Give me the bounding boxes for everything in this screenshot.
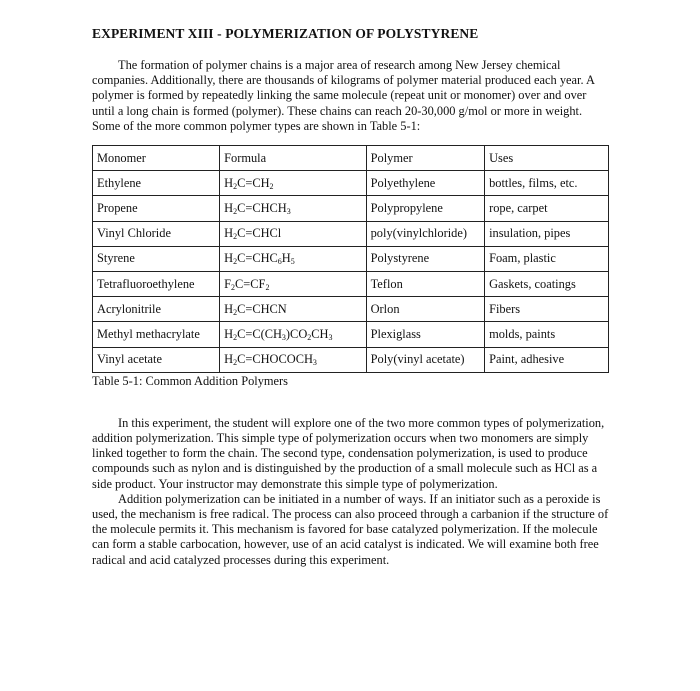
document-page — [92, 26, 612, 568]
cell-formula: $H_2C=CHCH_3$ — [220, 196, 367, 221]
cell-monomer: Methyl methacrylate — [93, 322, 220, 347]
cell-polymer: poly(vinylchloride) — [366, 221, 484, 246]
cell-formula: $F_2C=CF_2$ — [220, 271, 367, 296]
document-title: EXPERIMENT XIII - POLYMERIZATION OF POLYSTYRENE — [92, 26, 479, 41]
cell-formula: $H_2C=CH_2$ — [220, 171, 367, 196]
cell-uses: Fibers — [485, 297, 609, 322]
cell-polymer: Plexiglass — [366, 322, 484, 347]
table-row — [93, 347, 609, 372]
cell-polymer: Teflon — [366, 271, 484, 296]
table-header-row — [93, 146, 609, 171]
cell-monomer: Vinyl acetate — [93, 347, 220, 372]
cell-uses: molds, paints — [485, 322, 609, 347]
table-row — [93, 246, 609, 271]
paragraph-initiation: Addition polymerization can be initiated in a number of ways. If an initiator such as a peroxide is used, the mechanism is free radical. The process can also proceed through a carbanion if the structure of the molecule permits it. This mechanism is favored for base catalyzed polymerization. If the molecule can form a stable carbocation, however, use of an acid catalyst is indicated. We will examine both free radical and acid catalyzed processes during this experiment. — [92, 491, 609, 567]
cell-formula: $H_2C=CHCN$ — [220, 297, 367, 322]
cell-formula: $H_2C=CHC_6H_5$ — [220, 246, 367, 271]
cell-monomer: Propene — [93, 196, 220, 221]
cell-monomer: Styrene — [93, 246, 220, 271]
cell-polymer: Orlon — [366, 297, 484, 322]
cell-monomer: Vinyl Chloride — [93, 221, 220, 246]
cell-formula: $H_2C=CHOCOCH_3$ — [220, 347, 367, 372]
cell-formula: $H_2C=CHCl$ — [220, 221, 367, 246]
cell-monomer: Tetrafluoroethylene — [93, 271, 220, 296]
cell-uses: insulation, pipes — [485, 221, 609, 246]
cell-monomer: Ethylene — [93, 171, 220, 196]
header-formula: Formula — [220, 146, 367, 171]
table-row — [93, 297, 609, 322]
intro-paragraph: The formation of polymer chains is a major area of research among New Jersey chemical companies. Additionally, there are thousands of kilograms of polymer material produced each year. A polymer is formed by repeatedly linking the same molecule (repeat unit or monomer) over and over until a long chain is formed (polymer). These chains can reach 20-30,000 g/mol or more in weight. Some of the more common polymer types are shown in Table 5-1: — [92, 58, 595, 133]
header-monomer: Monomer — [93, 146, 220, 171]
cell-uses: bottles, films, etc. — [485, 171, 609, 196]
cell-uses: Paint, adhesive — [485, 347, 609, 372]
cell-formula: $H_2C=C(CH_3)CO_2CH_3$ — [220, 322, 367, 347]
cell-polymer: Polyethylene — [366, 171, 484, 196]
cell-uses: Gaskets, coatings — [485, 271, 609, 296]
paragraph-addition-intro: In this experiment, the student will explore one of the two more common types of polymerization, addition polymerization. This simple type of polymerization occurs when two monomers are simply linked together to form the chain. The second type, condensation polymerization, is used to produce compounds such as nylon and is distinguished by the production of a small molecule such as HCl as a side product. Your instructor may demonstrate this simple type of polymerization. — [92, 415, 605, 491]
body-section — [92, 416, 612, 568]
table-caption: Table 5-1: Common Addition Polymers — [92, 373, 288, 388]
cell-polymer: Poly(vinyl acetate) — [366, 347, 484, 372]
table-row — [93, 271, 609, 296]
cell-monomer: Acrylonitrile — [93, 297, 220, 322]
header-uses: Uses — [485, 146, 609, 171]
table-row — [93, 322, 609, 347]
cell-uses: rope, carpet — [485, 196, 609, 221]
table-row — [93, 221, 609, 246]
cell-polymer: Polypropylene — [366, 196, 484, 221]
header-polymer: Polymer — [366, 146, 484, 171]
polymer-table — [92, 145, 609, 373]
table-row — [93, 196, 609, 221]
table-row — [93, 171, 609, 196]
cell-uses: Foam, plastic — [485, 246, 609, 271]
cell-polymer: Polystyrene — [366, 246, 484, 271]
